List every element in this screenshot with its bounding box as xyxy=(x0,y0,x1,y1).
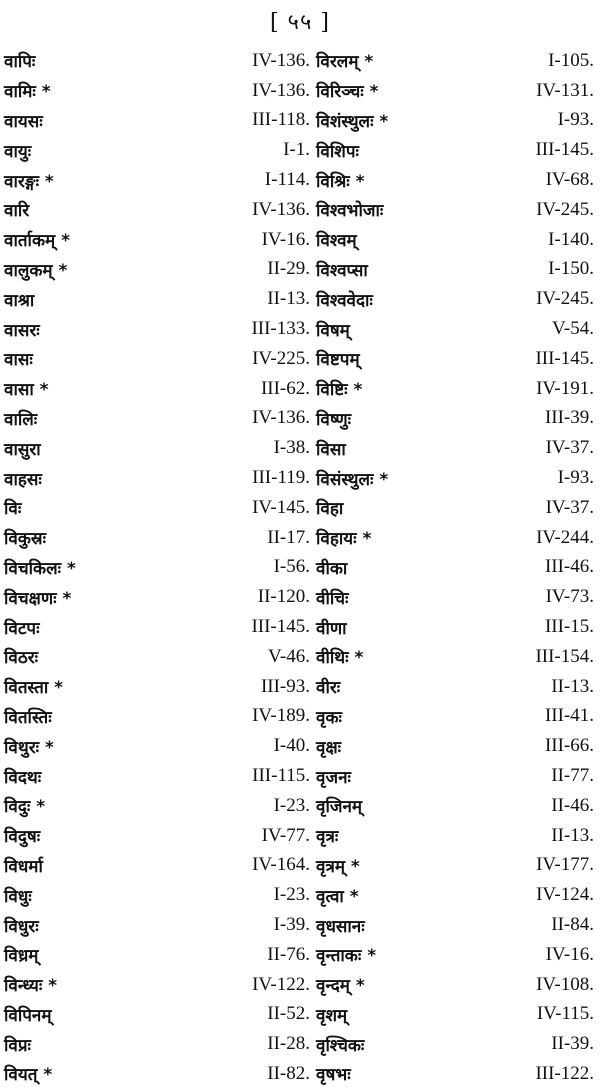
index-entry xyxy=(4,195,314,225)
entry-word: विहा xyxy=(316,499,344,520)
index-entry xyxy=(4,702,314,732)
entry-word: विन्ध्यः * xyxy=(4,976,58,997)
entry-word: वीथिः * xyxy=(316,648,364,669)
index-entry xyxy=(4,1059,314,1089)
entry-word: वासुरा xyxy=(4,439,41,460)
entry-word: विटपः xyxy=(4,618,40,639)
entry-reference: I-38. xyxy=(273,437,310,459)
entry-word: वारङ्गः * xyxy=(4,171,54,192)
entry-word: वीरः xyxy=(316,678,341,699)
entry-reference: II-13. xyxy=(267,288,310,310)
entry-reference: I-39. xyxy=(273,914,310,935)
entry-word: विदुः * xyxy=(4,797,46,818)
entry-word: विठरः xyxy=(4,648,39,669)
right-column xyxy=(314,46,594,1089)
index-entry xyxy=(4,165,314,195)
entry-reference: IV-136. xyxy=(252,198,310,220)
index-entry xyxy=(314,1029,594,1059)
entry-word: विषम् xyxy=(316,320,350,341)
entry-word: विचक्षणः * xyxy=(4,588,72,609)
entry-reference: III-145. xyxy=(535,139,594,161)
entry-reference: IV-136. xyxy=(252,407,310,429)
entry-word: वृन्दम् * xyxy=(316,976,365,997)
index-entry xyxy=(314,1000,594,1030)
entry-reference: I-114. xyxy=(264,169,310,191)
index-columns xyxy=(4,46,594,1089)
entry-word: वृषभः xyxy=(316,1065,351,1086)
index-entry xyxy=(4,970,314,1000)
entry-word: वाहसः xyxy=(4,469,42,490)
entry-word: वाश्रा xyxy=(4,290,35,311)
entry-reference: IV-124. xyxy=(536,884,594,906)
entry-reference: III-62. xyxy=(260,377,310,399)
entry-word: वृजिनम् xyxy=(316,797,363,818)
index-entry xyxy=(314,165,594,195)
entry-reference: III-154. xyxy=(535,645,594,667)
entry-reference: II-29. xyxy=(267,258,310,280)
index-entry xyxy=(314,791,594,821)
entry-word: विधर्मा xyxy=(4,856,43,877)
entry-word: विपिनम् xyxy=(4,1005,52,1026)
entry-reference: IV-122. xyxy=(252,973,310,995)
entry-word: विधुः xyxy=(4,886,32,907)
page-number: [ ५५ ] xyxy=(269,10,331,35)
index-entry xyxy=(314,761,594,791)
entry-word: विधुरः xyxy=(4,916,39,937)
index-entry xyxy=(314,404,594,434)
entry-reference: II-84. xyxy=(551,914,594,935)
index-entry xyxy=(4,851,314,881)
entry-word: वृत्वा * xyxy=(316,886,359,907)
index-entry xyxy=(4,374,314,404)
index-entry xyxy=(314,284,594,314)
entry-reference: IV-244. xyxy=(536,526,594,548)
entry-word: वितस्ता * xyxy=(4,678,64,699)
index-entry xyxy=(4,46,314,76)
entry-word: वीणा xyxy=(316,618,347,639)
index-entry xyxy=(314,612,594,642)
index-entry xyxy=(4,731,314,761)
entry-reference: IV-108. xyxy=(536,973,594,995)
index-entry xyxy=(4,642,314,672)
entry-reference: V-46. xyxy=(267,645,310,667)
entry-word: वृशम् xyxy=(316,1005,348,1026)
entry-word: वासरः xyxy=(4,320,40,341)
entry-reference: I-93. xyxy=(557,467,594,489)
entry-reference: II-77. xyxy=(551,765,594,787)
entry-reference: I-56. xyxy=(273,556,310,578)
entry-word: विष्टपम् xyxy=(316,350,360,371)
entry-reference: IV-68. xyxy=(545,169,594,191)
index-entry xyxy=(314,433,594,463)
entry-word: विसंस्थुलः * xyxy=(316,469,389,490)
entry-reference: III-145. xyxy=(251,616,310,638)
index-entry xyxy=(314,821,594,851)
entry-reference: III-66. xyxy=(544,735,594,757)
entry-word: विथुरः * xyxy=(4,737,54,758)
index-entry xyxy=(4,463,314,493)
index-entry xyxy=(314,135,594,165)
entry-reference: IV-115. xyxy=(536,1003,594,1025)
index-entry xyxy=(4,1029,314,1059)
index-entry xyxy=(314,493,594,523)
entry-word: विध्रम् xyxy=(4,946,39,967)
entry-reference: IV-37. xyxy=(545,496,594,518)
index-entry xyxy=(4,910,314,940)
entry-word: विहायः * xyxy=(316,529,372,550)
entry-word: विशिपः xyxy=(316,141,359,162)
index-entry xyxy=(4,225,314,255)
index-entry xyxy=(314,851,594,881)
entry-word: वृत्रम् * xyxy=(316,856,360,877)
index-entry xyxy=(4,284,314,314)
index-entry xyxy=(314,76,594,106)
entry-reference: IV-16. xyxy=(545,943,594,965)
entry-word: वीका xyxy=(316,558,348,579)
entry-reference: II-13. xyxy=(551,675,594,697)
entry-word: विष्टिः * xyxy=(316,380,363,401)
entry-reference: IV-177. xyxy=(536,854,594,876)
index-entry xyxy=(4,761,314,791)
index-entry xyxy=(4,106,314,136)
index-entry xyxy=(314,940,594,970)
index-entry xyxy=(4,582,314,612)
entry-word: विश्रिः * xyxy=(316,171,365,192)
entry-word: वार्ताकम् * xyxy=(4,231,70,252)
entry-reference: I-1. xyxy=(283,139,310,161)
left-column xyxy=(4,46,314,1089)
index-entry xyxy=(4,76,314,106)
index-entry xyxy=(314,195,594,225)
index-entry xyxy=(314,106,594,136)
index-entry xyxy=(4,880,314,910)
index-entry xyxy=(4,940,314,970)
entry-reference: III-46. xyxy=(544,556,594,578)
index-entry xyxy=(314,880,594,910)
index-entry xyxy=(4,314,314,344)
entry-word: वासा * xyxy=(4,380,49,401)
entry-reference: IV-136. xyxy=(252,79,310,101)
entry-reference: IV-37. xyxy=(545,437,594,459)
entry-reference: III-119. xyxy=(252,467,310,489)
index-entry xyxy=(314,463,594,493)
entry-reference: IV-245. xyxy=(536,198,594,220)
entry-word: वृधसानः xyxy=(316,916,365,937)
entry-reference: II-13. xyxy=(551,824,594,846)
entry-word: वारि xyxy=(4,201,30,222)
entry-reference: III-122. xyxy=(535,1062,594,1084)
entry-reference: IV-189. xyxy=(252,705,310,727)
index-entry xyxy=(314,582,594,612)
index-entry xyxy=(314,910,594,940)
index-entry xyxy=(4,493,314,523)
index-entry xyxy=(4,523,314,553)
entry-word: वालिः xyxy=(4,409,38,430)
entry-word: वायसः xyxy=(4,111,43,132)
entry-reference: II-82. xyxy=(267,1062,310,1084)
entry-reference: IV-164. xyxy=(252,854,310,876)
index-entry xyxy=(4,553,314,583)
entry-reference: I-140. xyxy=(548,228,594,250)
entry-word: विकुस्रः xyxy=(4,529,47,550)
index-entry xyxy=(4,672,314,702)
entry-word: वापिः xyxy=(4,52,36,73)
index-entry xyxy=(314,553,594,583)
entry-reference: II-52. xyxy=(267,1003,310,1025)
entry-reference: II-120. xyxy=(257,586,310,608)
index-entry xyxy=(314,970,594,1000)
index-entry xyxy=(4,433,314,463)
entry-reference: III-115. xyxy=(252,765,310,787)
entry-reference: II-46. xyxy=(551,794,594,816)
index-entry xyxy=(4,612,314,642)
entry-word: विदुषः xyxy=(4,827,41,848)
entry-word: वियत् * xyxy=(4,1065,53,1086)
index-entry xyxy=(314,255,594,285)
entry-reference: I-93. xyxy=(557,109,594,131)
index-entry xyxy=(314,314,594,344)
entry-word: विश्वभोजाः xyxy=(316,201,384,222)
entry-word: वालुकम् * xyxy=(4,260,68,281)
entry-reference: III-145. xyxy=(535,347,594,369)
entry-word: वीचिः xyxy=(316,588,349,609)
entry-reference: III-39. xyxy=(544,407,594,429)
index-entry xyxy=(4,821,314,851)
entry-reference: IV-145. xyxy=(252,496,310,518)
entry-reference: I-40. xyxy=(273,735,310,757)
entry-word: विः xyxy=(4,499,22,520)
entry-word: वायुः xyxy=(4,141,32,162)
entry-word: वासः xyxy=(4,350,33,371)
entry-reference: I-23. xyxy=(273,884,310,906)
entry-word: वामिः * xyxy=(4,82,51,103)
index-entry xyxy=(4,791,314,821)
entry-word: विशंस्थुलः * xyxy=(316,111,389,132)
entry-reference: III-41. xyxy=(544,705,594,727)
index-entry xyxy=(314,731,594,761)
entry-reference: I-23. xyxy=(273,794,310,816)
index-entry xyxy=(314,672,594,702)
entry-reference: III-93. xyxy=(260,675,310,697)
entry-reference: IV-225. xyxy=(252,347,310,369)
entry-reference: IV-136. xyxy=(252,49,310,71)
entry-word: विष्णुः xyxy=(316,409,352,430)
entry-word: वृकः xyxy=(316,707,342,728)
entry-word: वृक्षः xyxy=(316,737,342,758)
entry-word: वृश्चिकः xyxy=(316,1035,365,1056)
index-entry xyxy=(4,344,314,374)
index-entry xyxy=(314,702,594,732)
entry-word: विश्ववेदाः xyxy=(316,290,373,311)
index-entry xyxy=(4,1000,314,1030)
entry-reference: III-133. xyxy=(251,318,310,340)
entry-word: वृजनः xyxy=(316,767,351,788)
entry-reference: I-105. xyxy=(548,49,594,71)
index-entry xyxy=(4,255,314,285)
entry-word: विसा xyxy=(316,439,346,460)
entry-word: वितस्तिः xyxy=(4,707,52,728)
index-entry xyxy=(4,404,314,434)
entry-reference: III-118. xyxy=(252,109,310,131)
index-entry xyxy=(314,344,594,374)
entry-reference: II-17. xyxy=(267,526,310,548)
index-entry xyxy=(314,1059,594,1089)
entry-reference: I-150. xyxy=(548,258,594,280)
entry-word: विदथः xyxy=(4,767,42,788)
entry-reference: IV-245. xyxy=(536,288,594,310)
entry-word: विप्रः xyxy=(4,1035,31,1056)
entry-reference: II-76. xyxy=(267,943,310,965)
entry-reference: II-28. xyxy=(267,1033,310,1055)
entry-word: विश्वम् xyxy=(316,231,357,252)
entry-reference: V-54. xyxy=(551,318,594,340)
entry-word: वृत्रः xyxy=(316,827,339,848)
entry-word: वृन्ताकः * xyxy=(316,946,377,967)
entry-reference: IV-191. xyxy=(536,377,594,399)
entry-reference: IV-77. xyxy=(261,824,310,846)
entry-reference: IV-131. xyxy=(536,79,594,101)
entry-word: विरलम् * xyxy=(316,52,374,73)
index-entry xyxy=(314,374,594,404)
entry-word: विचकिलः * xyxy=(4,558,76,579)
index-entry xyxy=(314,523,594,553)
index-entry xyxy=(314,46,594,76)
entry-reference: IV-73. xyxy=(545,586,594,608)
entry-reference: IV-16. xyxy=(261,228,310,250)
entry-reference: III-15. xyxy=(544,616,594,638)
entry-word: विश्वप्सा xyxy=(316,260,368,281)
entry-word: विरिञ्चः * xyxy=(316,82,379,103)
index-entry xyxy=(314,642,594,672)
index-entry xyxy=(314,225,594,255)
index-entry xyxy=(4,135,314,165)
entry-reference: II-39. xyxy=(551,1033,594,1055)
